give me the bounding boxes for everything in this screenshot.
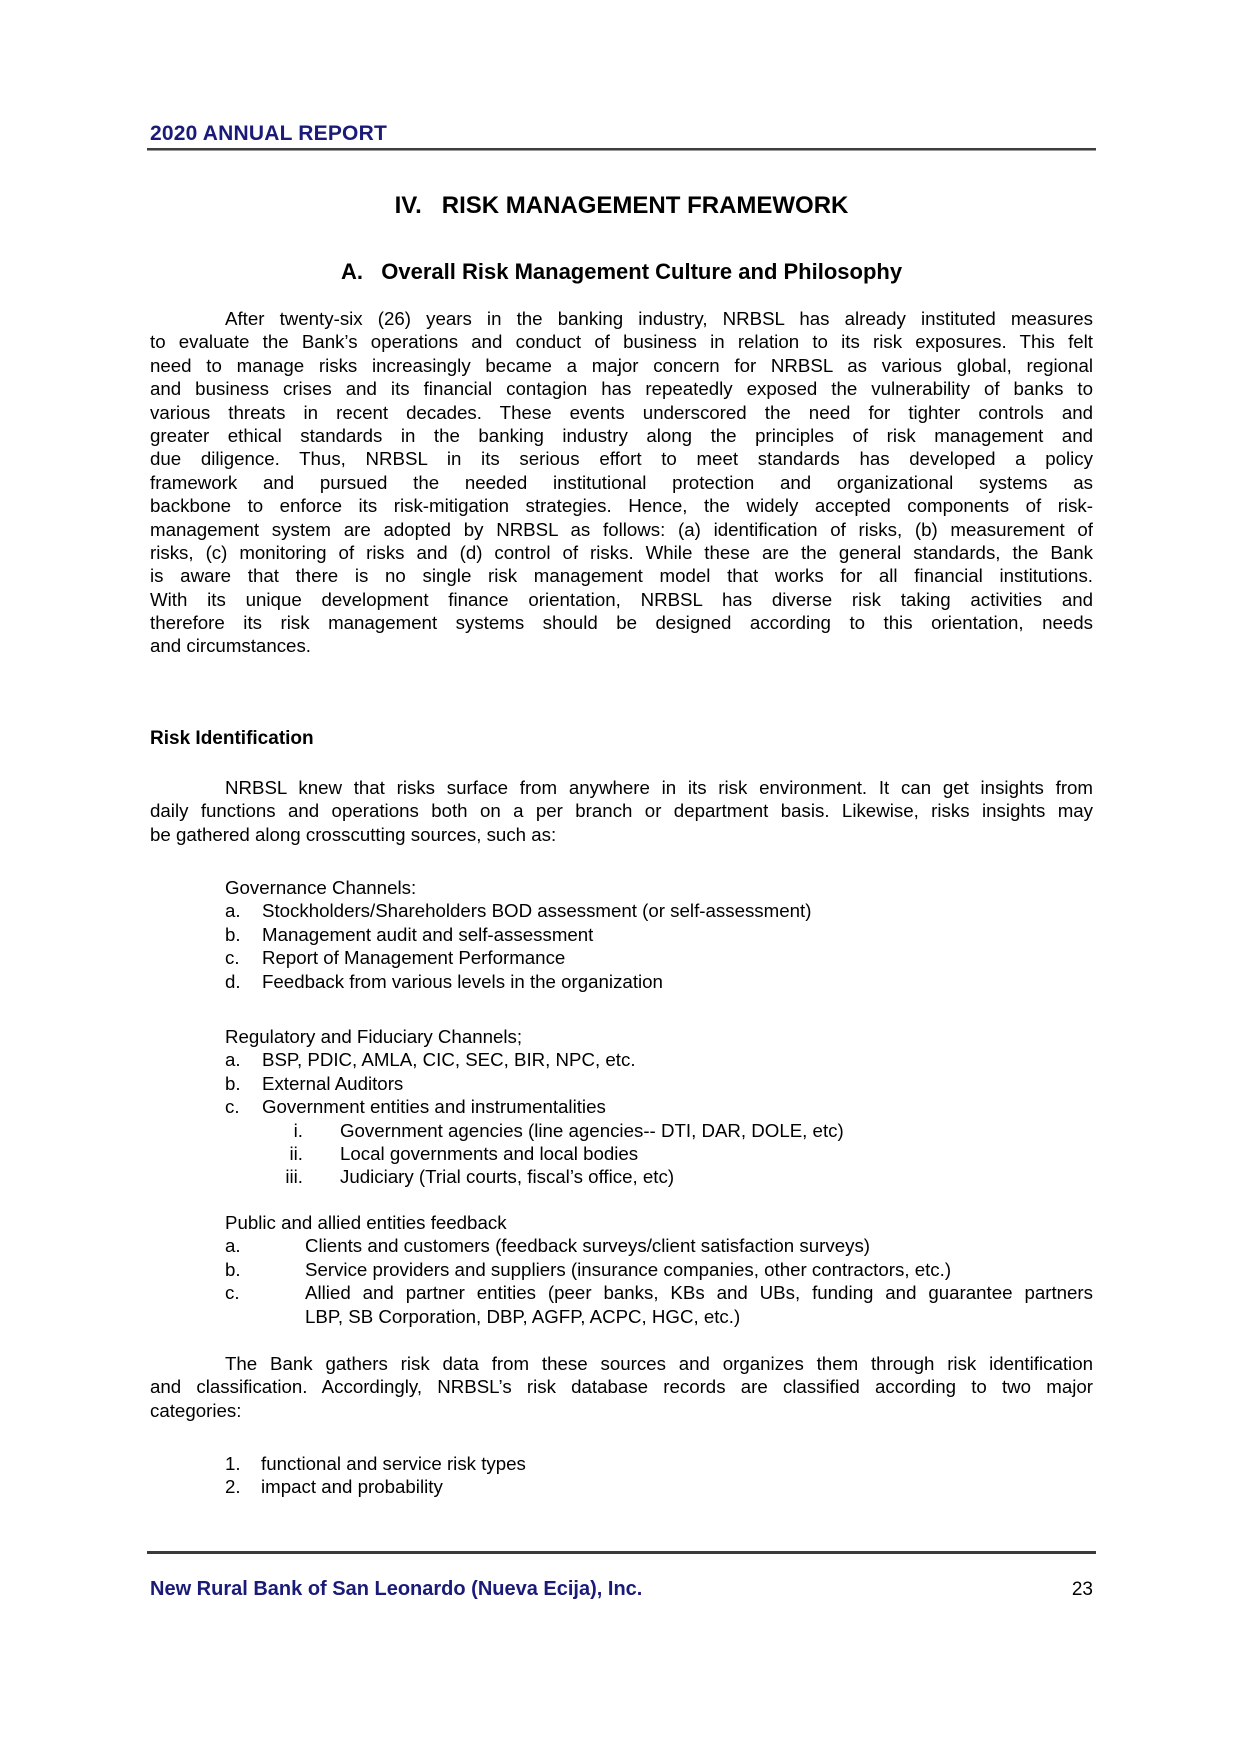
page-footer xyxy=(150,1578,1093,1601)
list-item-text: Allied and partner entities (peer banks, KBs and UBs, funding and guarantee partners xyxy=(305,1282,1093,1304)
list-marker: a. xyxy=(225,1049,241,1071)
list-item-text: BSP, PDIC, AMLA, CIC, SEC, BIR, NPC, etc. xyxy=(262,1049,636,1071)
list-item-text: Service providers and suppliers (insurance companies, other contractors, etc.) xyxy=(305,1258,952,1280)
sublist-item xyxy=(150,1165,1093,1188)
paragraph-line: backbone to enforce its risk-mitigation strategies. Hence, the widely accepted components of risk- xyxy=(150,495,1093,517)
roman-sublist-marker: i. xyxy=(293,1119,303,1141)
categories-list xyxy=(150,1452,1093,1499)
main-title: IV. RISK MANAGEMENT FRAMEWORK xyxy=(394,192,849,219)
risk-identification-paragraph xyxy=(150,776,1093,846)
list-marker: b. xyxy=(225,923,241,945)
list-item xyxy=(150,1048,1093,1071)
list-marker: c. xyxy=(225,1096,240,1118)
list-marker: c. xyxy=(225,947,240,969)
list-marker: d. xyxy=(225,970,241,992)
list-heading: Public and allied entities feedback xyxy=(225,1212,507,1233)
list-item-text: Government entities and instrumentalities xyxy=(262,1096,606,1118)
sublist-item-text: Local governments and local bodies xyxy=(340,1142,639,1164)
list-marker: 2. xyxy=(225,1476,241,1498)
list-item-text: Management audit and self-assessment xyxy=(262,923,594,945)
list-marker: 1. xyxy=(225,1453,241,1474)
paragraph-line: and business crises and its financial contagion has repeatedly exposed the vulnerability of banks to xyxy=(150,378,1093,400)
paragraph-line: framework and pursued the needed institutional protection and organizational systems as xyxy=(150,471,1093,493)
paragraph-line: management system are adopted by NRBSL as follows: (a) identification of risks, (b) measurement of xyxy=(150,518,1093,540)
footer-bank-name: New Rural Bank of San Leonardo (Nueva Ecija), Inc. xyxy=(150,1578,643,1600)
governance-channels-list xyxy=(150,876,1093,993)
list-item-text: Report of Management Performance xyxy=(262,947,566,969)
paragraph-line: greater ethical standards in the banking industry along the principles of risk management and xyxy=(150,424,1093,446)
paragraph-line: various threats in recent decades. These events underscored the need for tighter controls and xyxy=(150,401,1093,423)
list-marker: b. xyxy=(225,1258,241,1280)
public-entities-list xyxy=(150,1211,1093,1328)
list-item-text: functional and service risk types xyxy=(261,1453,526,1474)
list-item-text: External Auditors xyxy=(262,1072,404,1094)
risk-data-paragraph xyxy=(150,1352,1093,1422)
footer-rule xyxy=(147,1551,1096,1554)
list-item xyxy=(150,923,1093,946)
roman-sublist-marker: iii. xyxy=(285,1166,303,1188)
list-item xyxy=(150,1095,1093,1118)
regulatory-channels-list xyxy=(150,1025,1093,1189)
paragraph-line: to evaluate the Bank’s operations and conduct of business in relation to its risk exposures. This felt xyxy=(150,331,1093,353)
paragraph-line: With its unique development finance orientation, NRBSL has diverse risk taking activities and xyxy=(150,588,1093,610)
sublist-item-text: Judiciary (Trial courts, fiscal’s office, etc) xyxy=(340,1166,675,1188)
list-marker: a. xyxy=(225,1235,241,1257)
list-item xyxy=(150,1452,1093,1475)
list-item-continuation xyxy=(150,1305,1093,1328)
paragraph-line: NRBSL knew that risks surface from anywhere in its risk environment. It can get insights from xyxy=(225,777,1093,798)
list-item xyxy=(150,899,1093,922)
list-heading: Governance Channels: xyxy=(225,877,417,898)
list-item xyxy=(150,1234,1093,1257)
list-marker: a. xyxy=(225,900,241,922)
list-item xyxy=(150,1281,1093,1304)
paragraph-line: categories: xyxy=(150,1399,242,1421)
list-item-text: LBP, SB Corporation, DBP, AGFP, ACPC, HGC, etc.) xyxy=(305,1305,741,1327)
roman-sublist-marker: ii. xyxy=(289,1142,303,1164)
header-rule xyxy=(147,148,1096,151)
paragraph-line: risks, (c) monitoring of risks and (d) control of risks. While these are the general standards, the Bank xyxy=(150,541,1093,563)
risk-identification-heading: Risk Identification xyxy=(150,728,314,749)
list-item-text: Feedback from various levels in the organization xyxy=(262,970,663,992)
report-header-title: 2020 ANNUAL REPORT xyxy=(150,122,387,145)
paragraph-line: and classification. Accordingly, NRBSL’s risk database records are classified according to two major xyxy=(150,1376,1093,1398)
paragraph-line: need to manage risks increasingly became a major concern for NRBSL as various global, regional xyxy=(150,354,1093,376)
paragraph-line: daily functions and operations both on a per branch or department basis. Likewise, risks insights may xyxy=(150,800,1093,822)
list-item-text: impact and probability xyxy=(261,1476,443,1498)
footer-page-number: 23 xyxy=(1071,1579,1093,1600)
sublist-item xyxy=(150,1142,1093,1165)
list-item xyxy=(150,946,1093,969)
paragraph-line: and circumstances. xyxy=(150,635,311,657)
paragraph-line: is aware that there is no single risk management model that works for all financial institutions. xyxy=(150,565,1093,587)
list-item xyxy=(150,1475,1093,1498)
list-marker: c. xyxy=(225,1282,240,1304)
paragraph-line: The Bank gathers risk data from these sources and organizes them through risk identification xyxy=(225,1353,1093,1374)
paragraph-line: After twenty-six (26) years in the banking industry, NRBSL has already instituted measures xyxy=(225,308,1093,329)
list-item-text: Stockholders/Shareholders BOD assessment (or self-assessment) xyxy=(262,900,812,922)
paragraph-line: therefore its risk management systems should be designed according to this orientation, needs xyxy=(150,612,1093,634)
paragraph-line: be gathered along crosscutting sources, such as: xyxy=(150,823,557,845)
intro-paragraph xyxy=(150,307,1093,658)
list-item xyxy=(150,1258,1093,1281)
sublist-item-text: Government agencies (line agencies-- DTI, DAR, DOLE, etc) xyxy=(340,1119,844,1141)
list-heading: Regulatory and Fiduciary Channels; xyxy=(225,1026,523,1047)
list-item xyxy=(150,1072,1093,1095)
section-a-subtitle: A. Overall Risk Management Culture and Philosophy xyxy=(340,259,903,284)
sublist-item xyxy=(150,1119,1093,1142)
list-item-text: Clients and customers (feedback surveys/client satisfaction surveys) xyxy=(305,1235,871,1257)
list-item xyxy=(150,970,1093,993)
paragraph-line: due diligence. Thus, NRBSL in its serious effort to meet standards has developed a policy xyxy=(150,448,1093,470)
list-marker: b. xyxy=(225,1072,241,1094)
